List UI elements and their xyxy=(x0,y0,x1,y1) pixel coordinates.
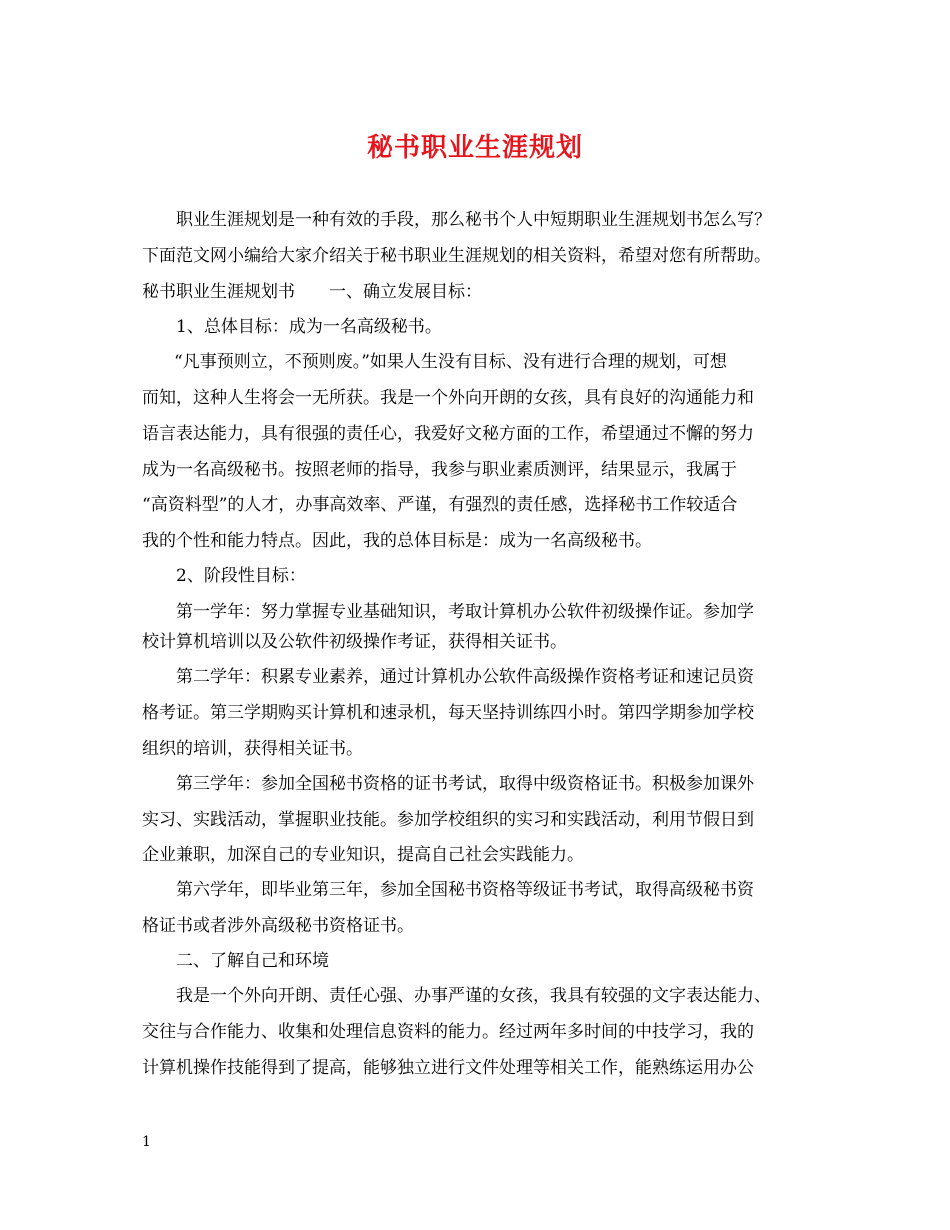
paragraph-line: 1、总体目标：成为一名高级秘书。 xyxy=(176,317,442,337)
paragraph-line: 计算机操作技能得到了提高，能够独立进行文件处理等相关工作，能熟练运用办公 xyxy=(142,1058,754,1078)
paragraph-line: 交往与合作能力、收集和处理信息资料的能力。经过两年多时间的中技学习，我的 xyxy=(142,1022,754,1042)
paragraph-line: 我是一个外向开朗、责任心强、办事严谨的女孩，我具有较强的文字表达能力、 xyxy=(176,986,771,1006)
paragraph-line: “凡事预则立，不预则废。”如果人生没有目标、没有进行合理的规划，可想 xyxy=(174,352,727,372)
paragraph-line: 成为一名高级秘书。按照老师的指导，我参与职业素质测评，结果显示，我属于 xyxy=(142,460,737,480)
paragraph-line: 格考证。第三学期购买计算机和速录机，每天坚持训练四小时。第四学期参加学校 xyxy=(142,703,754,723)
paragraph-line: 第三学年：参加全国秘书资格的证书考试，取得中级资格证书。积极参加课外 xyxy=(176,774,754,794)
paragraph-line: 组织的培训，获得相关证书。 xyxy=(142,739,363,759)
paragraph-line: 语言表达能力，具有很强的责任心，我爱好文秘方面的工作，希望通过不懈的努力 xyxy=(142,424,754,444)
paragraph-line: 二、了解自己和环境 xyxy=(176,951,329,971)
paragraph-line: 第一学年：努力掌握专业基础知识，考取计算机办公软件初级操作证。参加学 xyxy=(176,602,754,622)
page-number: 1 xyxy=(142,1134,151,1150)
paragraph-line: 实习、实践活动，掌握职业技能。参加学校组织的实习和实践活动，利用节假日到 xyxy=(142,810,754,830)
document-title: 秘书职业生涯规划 xyxy=(366,133,583,163)
paragraph-line: 格证书或者涉外高级秘书资格证书。 xyxy=(142,916,414,936)
paragraph-line: 2、阶段性目标： xyxy=(176,566,306,586)
paragraph-line: 我的个性和能力特点。因此，我的总体目标是：成为一名高级秘书。 xyxy=(142,531,652,551)
paragraph-line: 企业兼职，加深自己的专业知识，提高自己社会实践能力。 xyxy=(142,845,584,865)
paragraph-line: 职业生涯规划是一种有效的手段，那么秘书个人中短期职业生涯规划书怎么写？ xyxy=(176,210,771,230)
paragraph-line: 第二学年：积累专业素养，通过计算机办公软件高级操作资格考证和速记员资 xyxy=(176,667,754,687)
paragraph-line: 秘书职业生涯规划书 一、确立发展目标： xyxy=(142,282,482,302)
paragraph-line: 而知，这种人生将会一无所获。我是一个外向开朗的女孩，具有良好的沟通能力和 xyxy=(142,388,754,408)
paragraph-line: 下面范文网小编给大家介绍关于秘书职业生涯规划的相关资料，希望对您有所帮助。 xyxy=(142,246,771,266)
paragraph-line: 校计算机培训以及公软件初级操作考证，获得相关证书。 xyxy=(142,632,567,652)
paragraph-line: 第六学年，即毕业第三年，参加全国秘书资格等级证书考试，取得高级秘书资 xyxy=(176,880,754,900)
paragraph-line: “高资料型”的人才，办事高效率、严谨，有强烈的责任感，选择秘书工作较适合 xyxy=(142,495,738,515)
